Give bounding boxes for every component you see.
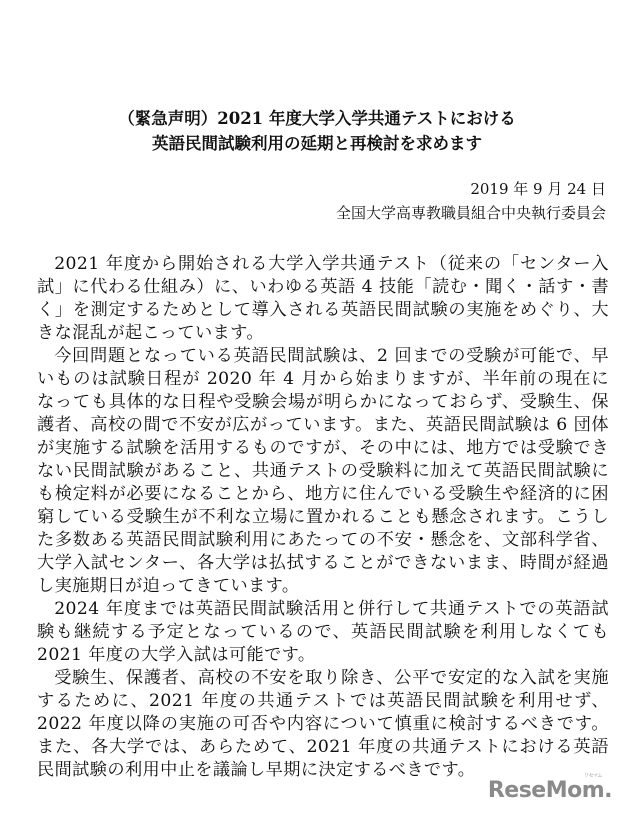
statement-meta [336,177,606,225]
logo-text: ReseMom [487,778,605,803]
paragraph-3: 2024 年度までは英語民間試験活用と併行して共通テストでの英語試験も継続する予定となっているので、英語民間試験を利用しなくても 2021 年度の大学入試は可能です。 [37,599,609,665]
resemom-watermark-logo [487,773,612,803]
statement-date: 2019 年 9 月 24 日 [470,180,606,198]
statement-body [37,253,609,782]
paragraph-4: 受験生、保護者、高校の不安を取り除き、公平で安定的な入試を実施するために、2021 年度の共通テストでは英語民間試験を利用せず、2022 年度以降の実施の可否や内容について慎重に検討するべきです。また、各大学では、あらためて、2021 年度の共通テストにおける英語民間試験の利用中止を議論し早期に決定するべきです。 [37,668,609,780]
issuing-organization: 全国大学高専教職員組合中央執行委員会 [335,204,606,222]
title-line-2: 英語民間試験利用の延期と再検討を求めます [152,134,482,153]
statement-title [0,106,634,156]
title-line-1: （緊急声明）2021 年度大学入学共通テストにおける [118,109,516,128]
paragraph-2: 今回問題となっている英語民間試験は、2 回までの受験が可能で、早いものは試験日程が 2020 年 4 月から始まりますが、半年前の現在になっても具体的な日程や受験会場が明らかになっておらず、受験生、保護者、高校の間で不安が広がっています。また、英語民間試験は 6 団体が実施する試験を活用するものですが、その中には、地方では受験できない民間試験があること、共通テストの受験料に加えて英語民間試験にも検定料が必要になることから、地方に住んでいる受験生や経済的に困窮している受験生が不利な立場に置かれることも懸念されます。こうした多数ある英語民間試験利用にあたっての不安・懸念を、文部科学省、大学入試センター、各大学は払拭することができないまま、時間が経過し実施期日が迫ってきています。 [37,346,609,596]
logo-kana: リセマム [584,773,602,779]
paragraph-1: 2021 年度から開始される大学入学共通テスト（従来の「センター入試」に代わる仕組み）に、いわゆる英語 4 技能「読む・聞く・話す・書く」を測定するためとして導入される英語民間試験の実施をめぐり、大きな混乱が起こっています。 [37,254,609,343]
logo-dot: . [604,778,612,803]
